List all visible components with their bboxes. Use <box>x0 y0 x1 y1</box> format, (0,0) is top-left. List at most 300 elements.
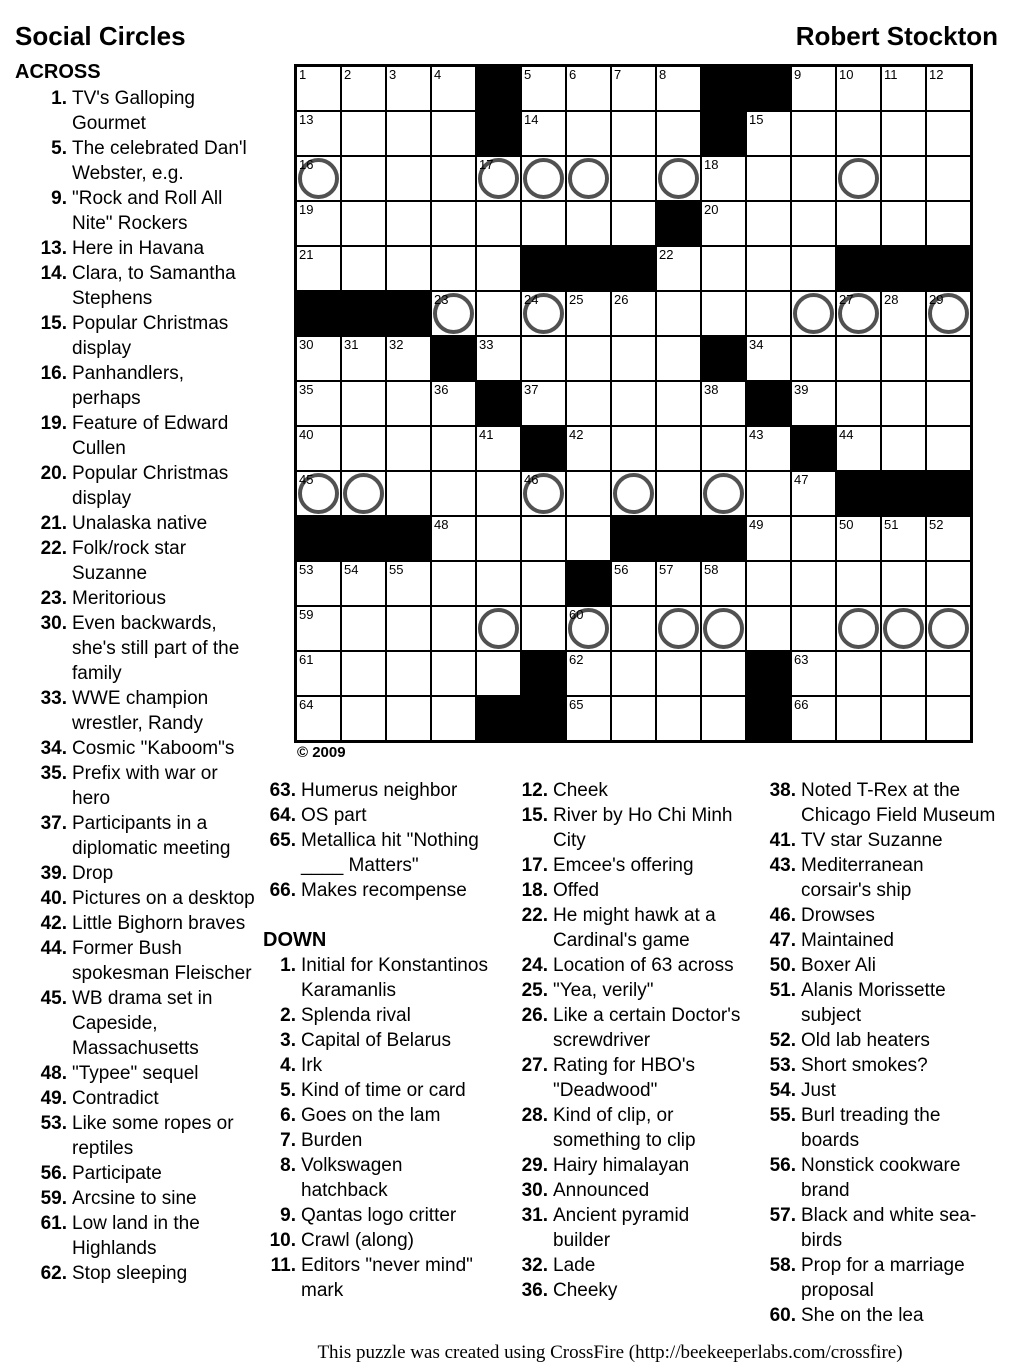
grid-cell[interactable] <box>791 516 836 561</box>
grid-cell[interactable] <box>611 111 656 156</box>
clue-text: Location of 63 across <box>553 955 734 976</box>
grid-cell[interactable] <box>566 336 611 381</box>
grid-cell[interactable] <box>611 201 656 246</box>
grid-cell[interactable] <box>476 156 521 201</box>
grid-cell[interactable] <box>566 201 611 246</box>
clue-text: TV star Suzanne <box>801 830 943 851</box>
grid-cell[interactable] <box>521 66 566 111</box>
clue-number: 45. <box>40 988 67 1009</box>
grid-cell[interactable] <box>881 651 926 696</box>
grid-cell[interactable] <box>656 246 701 291</box>
grid-cell[interactable] <box>296 246 341 291</box>
black-square <box>791 426 836 471</box>
grid-cell[interactable] <box>791 561 836 606</box>
clue-text: Short smokes? <box>801 1055 928 1076</box>
grid-cell[interactable] <box>431 66 476 111</box>
puzzle-author: Robert Stockton <box>795 21 998 51</box>
grid-cell[interactable] <box>926 516 971 561</box>
grid-cell[interactable] <box>566 426 611 471</box>
clue-text: Boxer Ali <box>801 955 876 976</box>
grid-cell[interactable] <box>431 381 476 426</box>
grid-cell[interactable] <box>881 336 926 381</box>
clue-item <box>758 1153 998 1203</box>
grid-cell[interactable] <box>656 561 701 606</box>
clue-item <box>15 1211 255 1261</box>
grid-cell[interactable] <box>836 66 881 111</box>
clue-text: Even backwards, she's still part of the family <box>72 613 240 684</box>
cell-number: 10 <box>839 67 854 82</box>
clue-number: 18. <box>521 880 548 901</box>
grid-cell[interactable] <box>341 201 386 246</box>
clue-text: Ancient pyramid builder <box>553 1205 690 1251</box>
grid-cell[interactable] <box>566 66 611 111</box>
grid-cell[interactable] <box>836 201 881 246</box>
clue-item <box>15 361 255 411</box>
grid-cell[interactable] <box>926 156 971 201</box>
grid-cell[interactable] <box>701 606 746 651</box>
cell-number: 66 <box>794 697 809 712</box>
clue-number: 66. <box>269 880 296 901</box>
grid-cell[interactable] <box>431 291 476 336</box>
grid-cell[interactable] <box>881 201 926 246</box>
circle-marker <box>883 608 924 649</box>
cell-number: 5 <box>524 67 532 82</box>
black-square <box>296 291 341 336</box>
grid-cell[interactable] <box>521 516 566 561</box>
grid-cell[interactable] <box>431 201 476 246</box>
grid-cell[interactable] <box>656 471 701 516</box>
cell-number: 1 <box>299 67 307 82</box>
grid-cell[interactable] <box>656 336 701 381</box>
grid-cell[interactable] <box>701 201 746 246</box>
grid-cell[interactable] <box>296 111 341 156</box>
grid-cell[interactable] <box>746 606 791 651</box>
grid-cell[interactable] <box>386 246 431 291</box>
clue-number: 11. <box>270 1255 296 1276</box>
grid-cell[interactable] <box>431 516 476 561</box>
clue-text: Prop for a marriage proposal <box>801 1255 965 1301</box>
grid-cell[interactable] <box>881 381 926 426</box>
grid-cell[interactable] <box>521 336 566 381</box>
grid-cell[interactable] <box>881 426 926 471</box>
grid-cell[interactable] <box>386 426 431 471</box>
grid-cell[interactable] <box>296 696 341 741</box>
grid-cell[interactable] <box>746 426 791 471</box>
grid-cell[interactable] <box>521 111 566 156</box>
grid-cell[interactable] <box>746 291 791 336</box>
grid-cell[interactable] <box>386 111 431 156</box>
grid-cell[interactable] <box>746 156 791 201</box>
grid-cell[interactable] <box>521 156 566 201</box>
grid-cell[interactable] <box>386 336 431 381</box>
circle-marker <box>793 293 834 334</box>
clue-item <box>15 1261 255 1286</box>
grid-cell[interactable] <box>476 426 521 471</box>
grid-cell[interactable] <box>296 471 341 516</box>
grid-cell[interactable] <box>926 651 971 696</box>
grid-cell[interactable] <box>476 606 521 651</box>
black-square <box>836 471 881 516</box>
grid-cell[interactable] <box>296 426 341 471</box>
grid-cell[interactable] <box>341 606 386 651</box>
grid-cell[interactable] <box>566 156 611 201</box>
clue-item <box>15 1086 255 1111</box>
grid-cell[interactable] <box>656 291 701 336</box>
grid-cell[interactable] <box>836 696 881 741</box>
clue-number: 4. <box>280 1055 296 1076</box>
grid-cell[interactable] <box>296 336 341 381</box>
grid-cell[interactable] <box>296 651 341 696</box>
grid-cell[interactable] <box>791 651 836 696</box>
grid-cell[interactable] <box>791 696 836 741</box>
grid-cell[interactable] <box>746 201 791 246</box>
grid-cell[interactable] <box>386 156 431 201</box>
clue-text: Capital of Belarus <box>301 1030 451 1051</box>
circle-marker <box>703 608 744 649</box>
clue-text: Maintained <box>801 930 894 951</box>
grid-cell[interactable] <box>386 561 431 606</box>
grid-cell[interactable] <box>656 66 701 111</box>
grid-cell[interactable] <box>386 201 431 246</box>
clue-item <box>758 1203 998 1253</box>
clue-item <box>15 611 255 686</box>
clue-text: Arcsine to sine <box>72 1188 197 1209</box>
grid-cell[interactable] <box>431 651 476 696</box>
grid-cell[interactable] <box>701 381 746 426</box>
clue-text: Participate <box>72 1163 162 1184</box>
grid-cell[interactable] <box>791 111 836 156</box>
grid-cell[interactable] <box>926 426 971 471</box>
grid-cell[interactable] <box>656 426 701 471</box>
grid-cell[interactable] <box>611 291 656 336</box>
grid-cell[interactable] <box>341 651 386 696</box>
grid-cell[interactable] <box>611 606 656 651</box>
grid-cell[interactable] <box>476 336 521 381</box>
grid-cell[interactable] <box>926 111 971 156</box>
clue-number: 56. <box>769 1155 796 1176</box>
clue-item <box>758 903 998 928</box>
clue-number: 26. <box>521 1005 548 1026</box>
grid-cell[interactable] <box>701 291 746 336</box>
grid-cell[interactable] <box>341 336 386 381</box>
black-square <box>926 246 971 291</box>
grid-cell[interactable] <box>386 651 431 696</box>
clue-number: 58. <box>769 1255 796 1276</box>
grid-cell[interactable] <box>521 561 566 606</box>
clue-number: 22. <box>40 538 67 559</box>
grid-cell[interactable] <box>521 291 566 336</box>
grid-cell[interactable] <box>701 426 746 471</box>
clue-number: 39. <box>40 863 67 884</box>
grid-cell[interactable] <box>566 471 611 516</box>
clue-number: 23. <box>40 588 67 609</box>
grid-row <box>296 156 971 201</box>
clue-item <box>15 761 255 811</box>
black-square <box>296 516 341 561</box>
grid-cell[interactable] <box>881 66 926 111</box>
grid-cell[interactable] <box>566 651 611 696</box>
grid-cell[interactable] <box>431 471 476 516</box>
grid-cell[interactable] <box>521 471 566 516</box>
clue-item <box>15 936 255 986</box>
clue-text: Irk <box>301 1055 323 1076</box>
clue-text: WB drama set in Capeside, Massachusetts <box>72 988 213 1059</box>
grid-cell[interactable] <box>431 696 476 741</box>
clue-number: 48. <box>40 1063 67 1084</box>
black-square <box>341 291 386 336</box>
grid-cell[interactable] <box>656 606 701 651</box>
clue-text: Old lab heaters <box>801 1030 930 1051</box>
grid-cell[interactable] <box>611 156 656 201</box>
grid-cell[interactable] <box>836 516 881 561</box>
clue-text: Panhandlers, perhaps <box>72 363 184 409</box>
grid-cell[interactable] <box>791 66 836 111</box>
grid-cell[interactable] <box>701 561 746 606</box>
grid-cell[interactable] <box>836 381 881 426</box>
clue-text: Goes on the lam <box>301 1105 441 1126</box>
grid-cell[interactable] <box>701 156 746 201</box>
grid-cell[interactable] <box>881 516 926 561</box>
cell-number: 15 <box>749 112 764 127</box>
clue-item <box>258 803 493 828</box>
grid-cell[interactable] <box>926 381 971 426</box>
footer-credit: This puzzle was created using CrossFire (http://beekeeperlabs.com/crossfire) <box>317 1342 903 1363</box>
grid-cell[interactable] <box>791 606 836 651</box>
grid-cell[interactable] <box>701 651 746 696</box>
grid-row <box>296 336 971 381</box>
cell-number: 6 <box>569 67 577 82</box>
clue-item <box>15 986 255 1061</box>
grid-cell[interactable] <box>926 336 971 381</box>
black-square <box>746 381 791 426</box>
grid-cell[interactable] <box>566 111 611 156</box>
grid-cell[interactable] <box>791 381 836 426</box>
black-square <box>701 111 746 156</box>
grid-cell[interactable] <box>656 651 701 696</box>
grid-cell[interactable] <box>431 561 476 606</box>
grid-cell[interactable] <box>431 606 476 651</box>
grid-cell[interactable] <box>701 696 746 741</box>
black-square <box>386 516 431 561</box>
grid-cell[interactable] <box>791 201 836 246</box>
clue-text: Like some ropes or reptiles <box>72 1113 234 1159</box>
grid-cell[interactable] <box>386 381 431 426</box>
circle-marker <box>568 158 609 199</box>
clue-item <box>758 928 998 953</box>
clue-number: 19. <box>40 413 67 434</box>
clue-item <box>510 1203 745 1253</box>
grid-cell[interactable] <box>341 471 386 516</box>
grid-cell[interactable] <box>296 561 341 606</box>
grid-cell[interactable] <box>746 111 791 156</box>
grid-cell[interactable] <box>566 381 611 426</box>
grid-cell[interactable] <box>926 561 971 606</box>
grid-cell[interactable] <box>611 66 656 111</box>
clue-item <box>15 811 255 861</box>
clue-item <box>258 1228 493 1253</box>
clue-number: 38. <box>769 780 796 801</box>
grid-cell[interactable] <box>656 381 701 426</box>
grid-cell[interactable] <box>341 156 386 201</box>
grid-cell[interactable] <box>296 156 341 201</box>
grid-cell[interactable] <box>881 561 926 606</box>
grid-cell[interactable] <box>431 246 476 291</box>
grid-cell[interactable] <box>341 381 386 426</box>
clue-item <box>758 828 998 853</box>
grid-cell[interactable] <box>791 471 836 516</box>
cell-number: 14 <box>524 112 539 127</box>
clue-text: Burl treading the boards <box>801 1105 941 1151</box>
grid-cell[interactable] <box>521 381 566 426</box>
clue-number: 17. <box>521 855 548 876</box>
grid-cell[interactable] <box>476 561 521 606</box>
clue-item <box>758 1253 998 1303</box>
clue-text: WWE champion wrestler, Randy <box>72 688 209 734</box>
grid-cell[interactable] <box>746 246 791 291</box>
grid-cell[interactable] <box>386 696 431 741</box>
clue-number: 1. <box>280 955 296 976</box>
grid-cell[interactable] <box>341 66 386 111</box>
grid-cell[interactable] <box>701 471 746 516</box>
grid-cell[interactable] <box>656 696 701 741</box>
grid-cell[interactable] <box>521 201 566 246</box>
grid-cell[interactable] <box>341 111 386 156</box>
grid-cell[interactable] <box>791 336 836 381</box>
grid-cell[interactable] <box>386 66 431 111</box>
grid-cell[interactable] <box>881 156 926 201</box>
clue-item <box>258 1153 493 1203</box>
grid-cell[interactable] <box>611 561 656 606</box>
clue-text: Black and white sea-birds <box>801 1205 977 1251</box>
grid-cell[interactable] <box>611 471 656 516</box>
grid-cell[interactable] <box>746 516 791 561</box>
grid-cell[interactable] <box>836 426 881 471</box>
grid-cell[interactable] <box>566 606 611 651</box>
clue-number: 34. <box>40 738 67 759</box>
grid-cell[interactable] <box>611 651 656 696</box>
grid-cell[interactable] <box>476 471 521 516</box>
grid-cell[interactable] <box>701 246 746 291</box>
grid-cell[interactable] <box>926 291 971 336</box>
grid-cell[interactable] <box>836 606 881 651</box>
grid-cell[interactable] <box>611 426 656 471</box>
grid-cell[interactable] <box>881 606 926 651</box>
grid-cell[interactable] <box>881 696 926 741</box>
grid-cell[interactable] <box>431 426 476 471</box>
grid-cell[interactable] <box>341 426 386 471</box>
grid-cell[interactable] <box>566 291 611 336</box>
grid-cell[interactable] <box>341 246 386 291</box>
grid-cell[interactable] <box>791 246 836 291</box>
clue-number: 53. <box>769 1055 796 1076</box>
grid-cell[interactable] <box>431 111 476 156</box>
grid-cell[interactable] <box>386 471 431 516</box>
grid-cell[interactable] <box>431 156 476 201</box>
clue-number: 30. <box>521 1180 548 1201</box>
grid-cell[interactable] <box>296 381 341 426</box>
grid-cell[interactable] <box>566 696 611 741</box>
grid-cell[interactable] <box>836 336 881 381</box>
grid-cell[interactable] <box>791 291 836 336</box>
clue-number: 63. <box>269 780 296 801</box>
grid-cell[interactable] <box>926 606 971 651</box>
clue-text: Announced <box>553 1180 650 1201</box>
cell-number: 43 <box>749 427 764 442</box>
clue-number: 61. <box>40 1213 67 1234</box>
grid-row <box>296 426 971 471</box>
grid-cell[interactable] <box>926 66 971 111</box>
clue-number: 64. <box>269 805 296 826</box>
grid-cell[interactable] <box>476 651 521 696</box>
grid-cell[interactable] <box>521 606 566 651</box>
grid-cell[interactable] <box>836 651 881 696</box>
grid-row <box>296 201 971 246</box>
grid-cell[interactable] <box>791 156 836 201</box>
grid-cell[interactable] <box>611 336 656 381</box>
grid-cell[interactable] <box>611 696 656 741</box>
grid-cell[interactable] <box>476 516 521 561</box>
clue-number: 59. <box>40 1188 67 1209</box>
cell-number: 60 <box>569 607 584 622</box>
cell-number: 48 <box>434 517 449 532</box>
grid-cell[interactable] <box>836 156 881 201</box>
cell-number: 49 <box>749 517 764 532</box>
grid-cell[interactable] <box>611 381 656 426</box>
grid-cell[interactable] <box>746 336 791 381</box>
clue-text: Hairy himalayan <box>553 1155 690 1176</box>
grid-cell[interactable] <box>656 111 701 156</box>
black-square <box>431 336 476 381</box>
clue-item <box>15 861 255 886</box>
clue-number: 65. <box>269 830 296 851</box>
grid-cell[interactable] <box>476 291 521 336</box>
grid-cell[interactable] <box>836 291 881 336</box>
clue-item <box>510 953 745 978</box>
grid-cell[interactable] <box>296 606 341 651</box>
grid-cell[interactable] <box>386 606 431 651</box>
grid-cell[interactable] <box>476 201 521 246</box>
grid-cell[interactable] <box>926 696 971 741</box>
grid-cell[interactable] <box>836 561 881 606</box>
down-clue-list-2 <box>510 778 745 1303</box>
clue-item <box>15 136 255 186</box>
grid-cell[interactable] <box>296 66 341 111</box>
clue-number: 31. <box>521 1205 548 1226</box>
clue-text: Pictures on a desktop <box>72 888 255 909</box>
clue-item <box>258 1103 493 1128</box>
grid-cell[interactable] <box>341 696 386 741</box>
grid-cell[interactable] <box>296 201 341 246</box>
grid-cell[interactable] <box>836 111 881 156</box>
grid-cell[interactable] <box>881 111 926 156</box>
grid-cell[interactable] <box>566 516 611 561</box>
grid-cell[interactable] <box>881 291 926 336</box>
clue-text: Participants in a diplomatic meeting <box>72 813 231 859</box>
grid-cell[interactable] <box>746 471 791 516</box>
clue-item <box>258 953 493 1003</box>
grid-cell[interactable] <box>746 561 791 606</box>
clue-item <box>510 1153 745 1178</box>
grid-row <box>296 246 971 291</box>
black-square <box>746 66 791 111</box>
clue-text: Mediterranean corsair's ship <box>801 855 924 901</box>
grid-cell[interactable] <box>476 246 521 291</box>
cell-number: 46 <box>524 472 539 487</box>
grid-cell[interactable] <box>341 561 386 606</box>
grid-cell[interactable] <box>926 201 971 246</box>
grid-cell[interactable] <box>656 156 701 201</box>
cell-number: 36 <box>434 382 449 397</box>
